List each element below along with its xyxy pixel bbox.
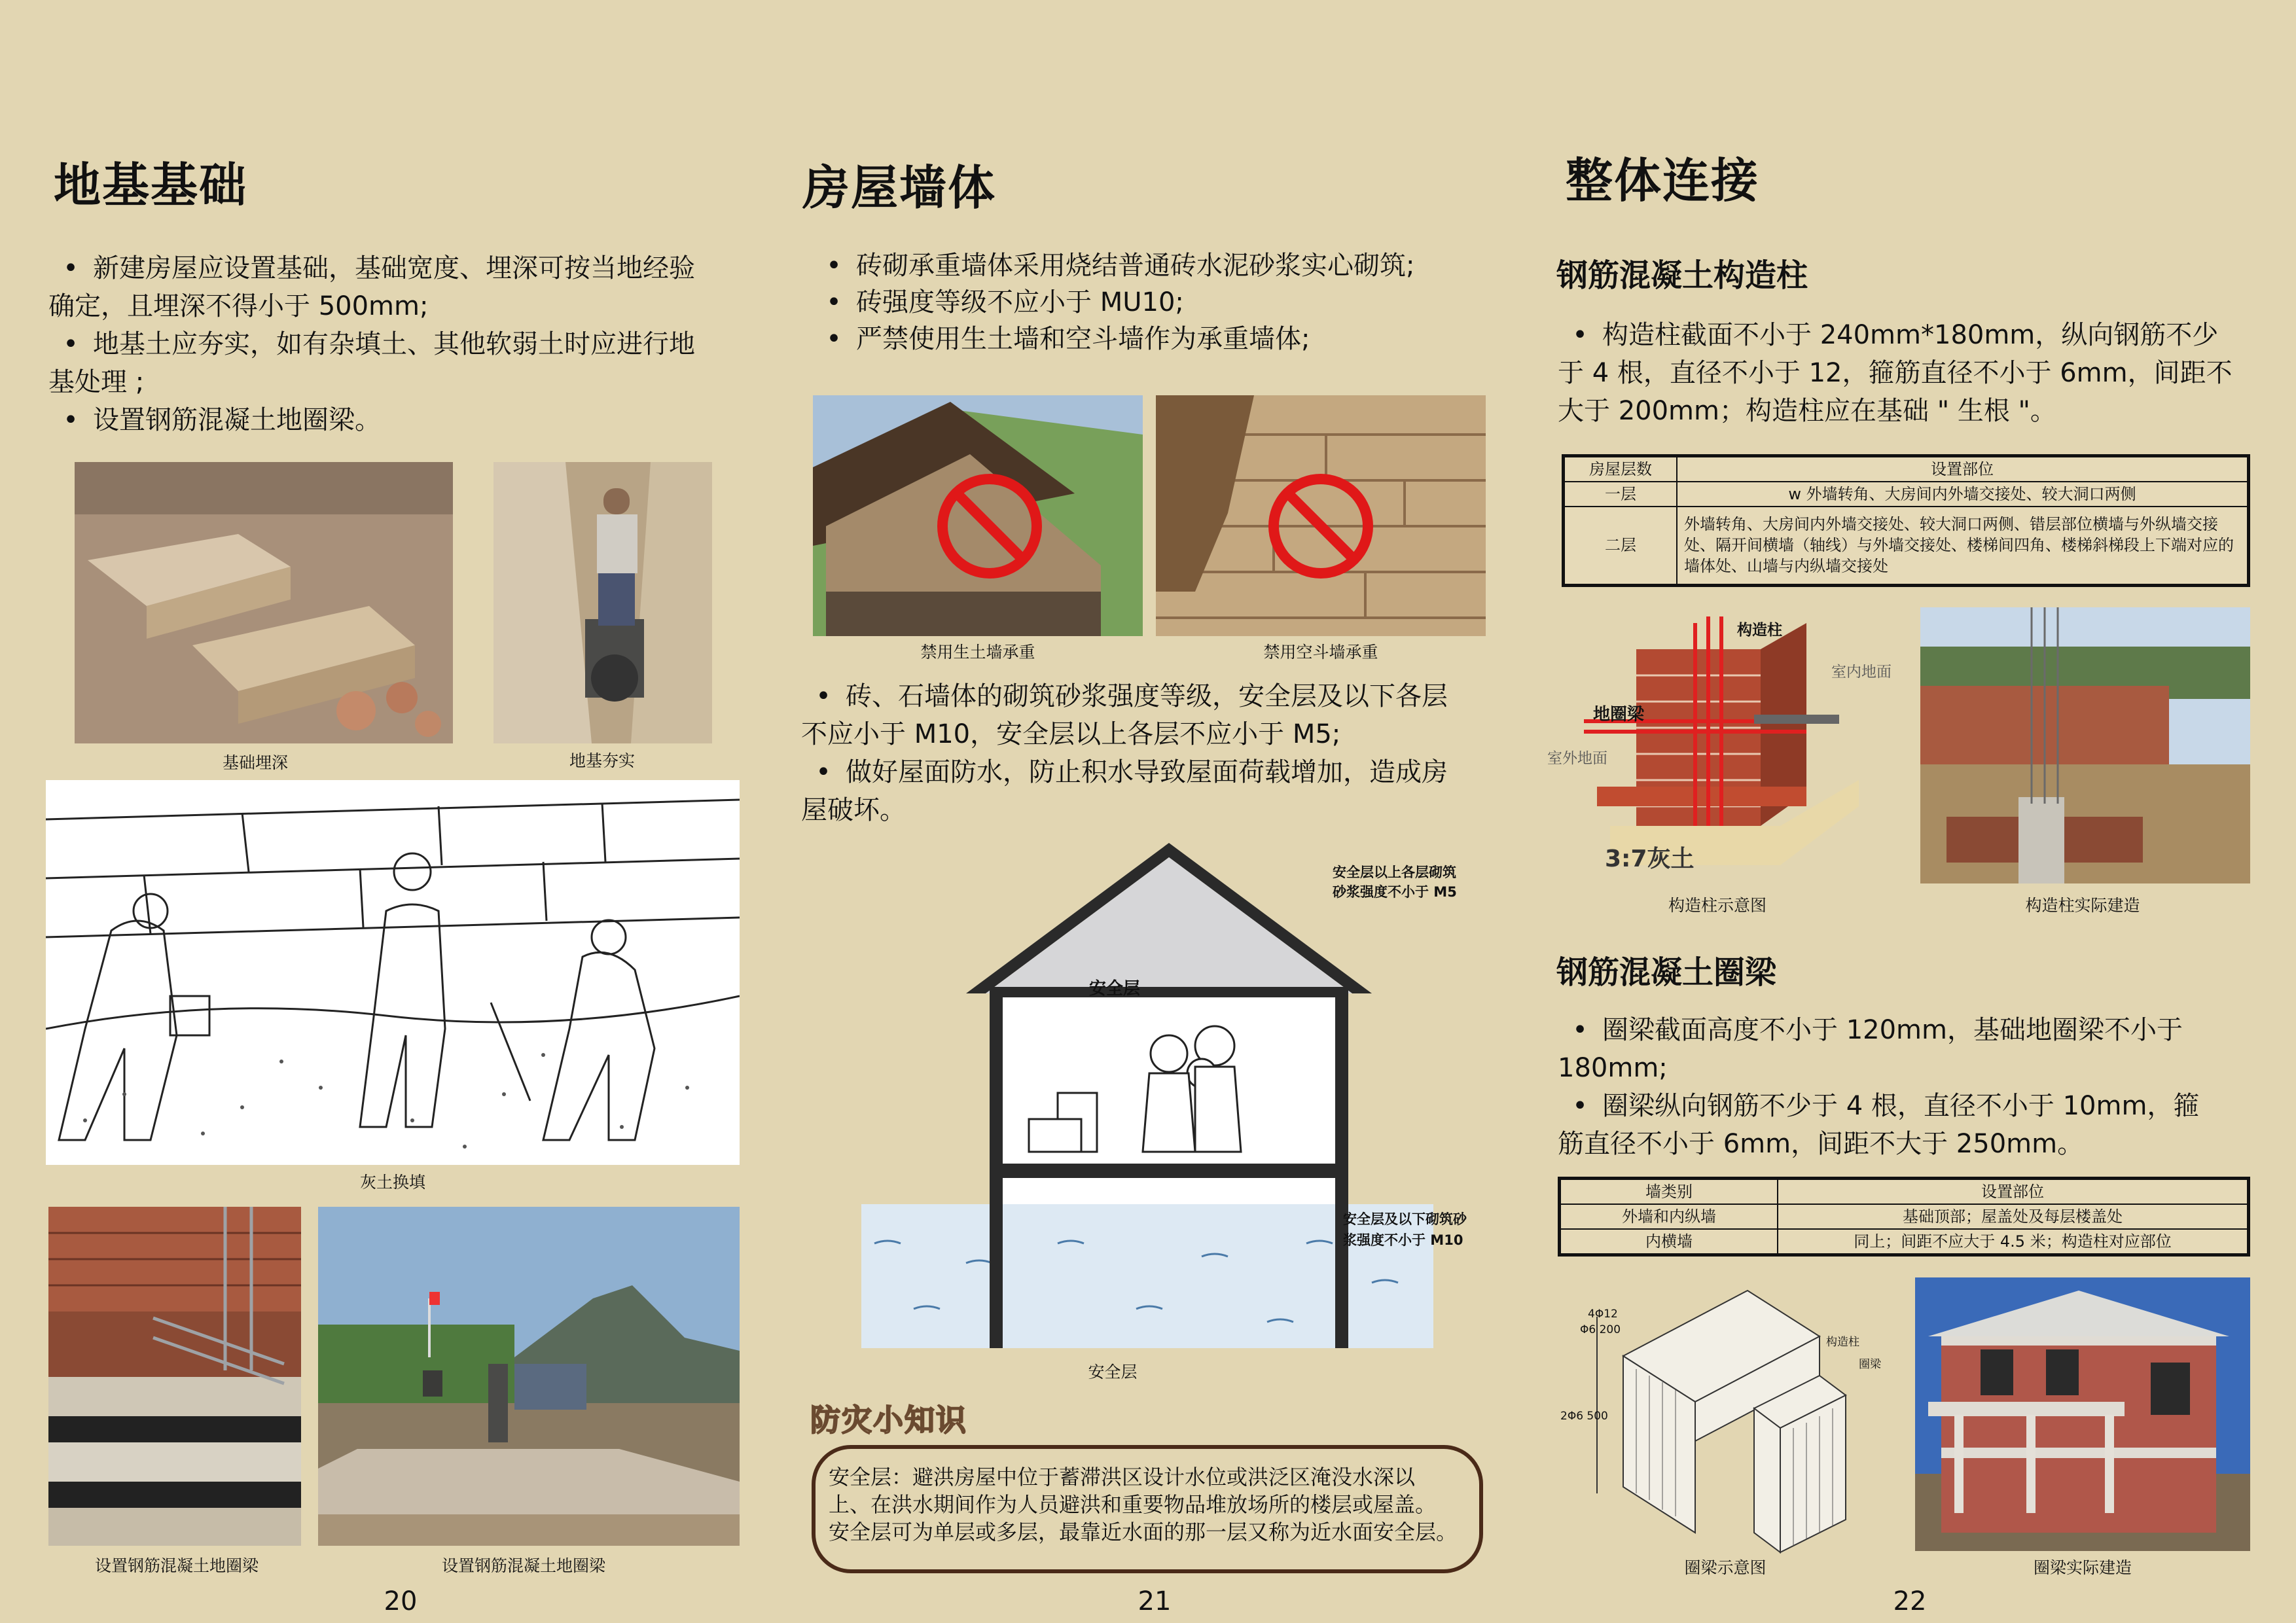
label-indoor-floor: 室内地面 xyxy=(1831,664,1892,681)
table-cell: 一层 xyxy=(1564,482,1677,507)
bullet-text: 构造柱截面不小于 240mm*180mm，纵向钢筋不少 xyxy=(1602,320,2219,350)
diagram-safety-floor xyxy=(861,838,1433,1348)
caption-lime-soil-fill: 灰土换填 xyxy=(359,1173,425,1192)
bullet-text: 做好屋面防水，防止积水导致屋面荷载增加，造成房 xyxy=(846,757,1448,787)
photo-ring-beam-actual xyxy=(1915,1277,2250,1551)
bullet-text: 新建房屋应设置基础，基础宽度、埋深可按当地经验 xyxy=(93,253,695,283)
walls-bullets-top: • 砖砌承重墙体采用烧结普通砖水泥砂浆实心砌筑; • 砖强度等级不应小于 MU10; • 严禁使用生土墙和空斗墙作为承重墙体; xyxy=(826,251,1415,354)
ring-beam-bullets: • 圈梁截面高度不小于 120mm，基础地圈梁不小于 180mm; • 圈梁纵向钢筋不少于 4 根，直径不小于 10mm，箍 筋直径不小于 6mm，间距不大于 250mm。 xyxy=(1558,1015,2200,1159)
label-line: 砂浆强度不小于 M5 xyxy=(1333,884,1457,900)
page-number-21: 21 xyxy=(1138,1586,1172,1616)
table-row xyxy=(1560,1204,2249,1229)
photo-foundation-depth xyxy=(75,462,453,743)
table-cell: 同上；间距不应大于 4.5 米；构造柱对应部位 xyxy=(1778,1229,2249,1255)
table-header-cell: 墙类别 xyxy=(1560,1179,1778,1205)
column-spec-table xyxy=(1562,454,2250,587)
label-upper-floors-mortar xyxy=(1333,863,1457,902)
tip-box xyxy=(812,1445,1483,1573)
bullet-text: 筋直径不小于 6mm，间距不大于 250mm。 xyxy=(1558,1129,2084,1159)
label-lime-soil: 3:7灰土 xyxy=(1605,846,1695,872)
bullet-text: 砖砌承重墙体采用烧结普通砖水泥砂浆实心砌筑; xyxy=(856,251,1415,281)
photo-ground-compaction xyxy=(493,462,712,743)
label-outdoor-floor: 室外地面 xyxy=(1547,750,1607,767)
bullet-text: 180mm; xyxy=(1558,1053,1668,1083)
table-header-row xyxy=(1564,456,2249,482)
tip-title: 防灾小知识 xyxy=(810,1402,967,1438)
caption-ring-beam-1: 设置钢筋混凝土地圈梁 xyxy=(94,1556,259,1575)
photo-ring-beam-2 xyxy=(318,1207,740,1546)
caption-column-actual: 构造柱实际建造 xyxy=(2025,896,2140,915)
diagram-structural-column xyxy=(1545,610,1878,880)
tip-line: 安全层：避洪房屋中位于蓄滞洪区设计水位或洪泛区淹没水深以 xyxy=(829,1465,1416,1489)
ring-beam-spec-table xyxy=(1558,1177,2250,1257)
table-header-row xyxy=(1560,1179,2249,1205)
caption-safety-floor: 安全层 xyxy=(1088,1363,1138,1382)
label-column: 构造柱 xyxy=(1737,622,1782,639)
bullet-text: 砖强度等级不应小于 MU10; xyxy=(856,287,1184,317)
bullet-text: 屋破坏。 xyxy=(801,795,906,825)
bullet-text: 基处理 ; xyxy=(48,367,145,397)
label-lower-floors-mortar xyxy=(1343,1209,1467,1251)
table-cell: 外墙转角、大房间内外墙交接处、较大洞口两侧、错层部位横墙与外纵墙交接处、隔开间横墙（轴线）与外墙交接处、楼梯间四角、楼梯斜梯段上下端对应的墙体处、山墙与内纵墙交接处 xyxy=(1677,507,2249,585)
photo-column-actual xyxy=(1920,607,2250,883)
page-number-22: 22 xyxy=(1893,1586,1927,1616)
table-row xyxy=(1564,507,2249,585)
page-title-walls: 房屋墙体 xyxy=(802,160,997,215)
label-safe-floor-in-diagram: 安全层 xyxy=(1089,979,1141,999)
table-cell: 二层 xyxy=(1564,507,1677,585)
table-row xyxy=(1560,1229,2249,1255)
page-title-connections: 整体连接 xyxy=(1566,153,1760,208)
bullet-text: 严禁使用生土墙和空斗墙作为承重墙体; xyxy=(856,324,1310,354)
photo-ring-beam-1 xyxy=(48,1207,301,1546)
page-number-20: 20 xyxy=(384,1586,418,1616)
caption-column-schematic: 构造柱示意图 xyxy=(1668,896,1767,915)
label-beam-column: 构造柱 xyxy=(1826,1336,1859,1349)
table-cell: w 外墙转角、大房间内外墙交接处、较大洞口两侧 xyxy=(1677,482,2249,507)
heading-structural-column: 钢筋混凝土构造柱 xyxy=(1556,257,1808,294)
caption-ground-compaction: 地基夯实 xyxy=(569,751,635,770)
photo-no-hollow-wall xyxy=(1156,395,1486,636)
bullet-text: 砖、石墙体的砌筑砂浆强度等级，安全层及以下各层 xyxy=(846,681,1448,711)
table-cell: 内横墙 xyxy=(1560,1229,1778,1255)
label-rebar-4phi12: 4Φ12 xyxy=(1588,1308,1618,1321)
bullet-text: 圈梁纵向钢筋不少于 4 根，直径不小于 10mm，箍 xyxy=(1602,1091,2200,1121)
bullet-text: 大于 200mm；构造柱应在基础 " 生根 "。 xyxy=(1558,396,2056,426)
caption-ring-beam-schematic: 圈梁示意图 xyxy=(1684,1558,1767,1577)
label-beam: 圈梁 xyxy=(1859,1358,1881,1371)
table-cell: 基础顶部；屋盖处及每层楼盖处 xyxy=(1778,1204,2249,1229)
label-line: 安全层及以下砌筑砂 xyxy=(1343,1211,1467,1227)
caption-no-hollow-wall: 禁用空斗墙承重 xyxy=(1263,643,1378,662)
page-title-foundation: 地基基础 xyxy=(54,158,248,213)
table-cell: 外墙和内纵墙 xyxy=(1560,1204,1778,1229)
bullet-text: 不应小于 M10，安全层以上各层不应小于 M5; xyxy=(801,719,1341,749)
bullet-text: 于 4 根，直径不小于 12，箍筋直径不小于 6mm，间距不 xyxy=(1558,358,2233,388)
label-rebar-2phi6-500: 2Φ6 500 xyxy=(1560,1410,1608,1423)
illustration-lime-soil-fill xyxy=(46,780,740,1165)
table-header-cell: 设置部位 xyxy=(1778,1179,2249,1205)
photo-no-earth-wall xyxy=(813,395,1143,636)
table-header-cell: 房屋层数 xyxy=(1564,456,1677,482)
column-bullets: • 构造柱截面不小于 240mm*180mm，纵向钢筋不少 于 4 根，直径不小于 12，箍筋直径不小于 6mm，间距不 大于 200mm；构造柱应在基础 " 生根 "。 xyxy=(1558,320,2233,426)
tip-line: 上、在洪水期间作为人员避洪和重要物品堆放场所的楼层或屋盖。 xyxy=(829,1492,1437,1517)
label-line: 浆强度不小于 M10 xyxy=(1343,1232,1463,1248)
caption-ring-beam-2: 设置钢筋混凝土地圈梁 xyxy=(441,1556,605,1575)
foundation-bullets: • 新建房屋应设置基础，基础宽度、埋深可按当地经验 确定，且埋深不得小于 500mm; • 地基土应夯实，如有杂填土、其他软弱土时应进行地 基处理 ; • 设置钢筋混凝土地圈梁。 xyxy=(48,253,695,435)
walls-bullets-mid: • 砖、石墙体的砌筑砂浆强度等级，安全层及以下各层 不应小于 M10，安全层以上各层不应小于 M5; • 做好屋面防水，防止积水导致屋面荷载增加，造成房 屋破坏。 xyxy=(801,681,1448,825)
bullet-text: 圈梁截面高度不小于 120mm，基础地圈梁不小于 xyxy=(1602,1015,2183,1045)
label-rebar-phi6-200: Φ6 200 xyxy=(1580,1323,1621,1336)
bullet-text: 设置钢筋混凝土地圈梁。 xyxy=(93,405,381,435)
tip-line: 安全层可为单层或多层，最靠近水面的那一层又称为近水面安全层。 xyxy=(829,1520,1458,1544)
caption-no-earth-wall: 禁用生土墙承重 xyxy=(920,643,1035,662)
bullet-text: 确定，且埋深不得小于 500mm; xyxy=(48,291,429,321)
heading-ring-beam: 钢筋混凝土圈梁 xyxy=(1556,954,1777,991)
caption-ring-beam-actual: 圈梁实际建造 xyxy=(2033,1558,2132,1577)
table-header-cell: 设置部位 xyxy=(1677,456,2249,482)
label-line: 安全层以上各层砌筑 xyxy=(1333,865,1456,880)
bullet-text: 地基土应夯实，如有杂填土、其他软弱土时应进行地 xyxy=(93,329,695,359)
label-ground-beam: 地圈梁 xyxy=(1593,705,1645,724)
table-row xyxy=(1564,482,2249,507)
caption-foundation-depth: 基础埋深 xyxy=(222,753,288,772)
